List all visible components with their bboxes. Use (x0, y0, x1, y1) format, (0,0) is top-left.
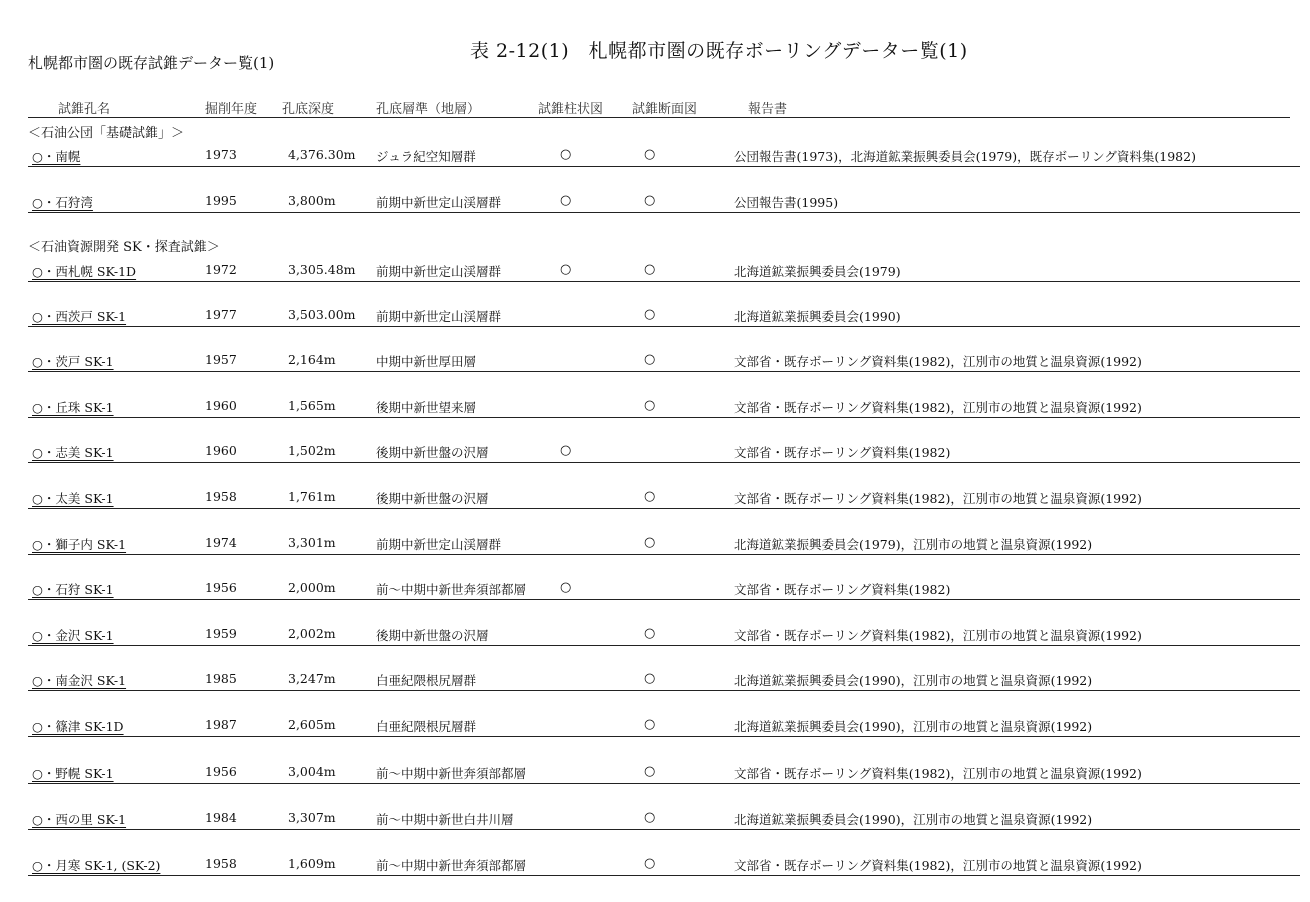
cell-column: ○ (560, 147, 572, 162)
cell-year: 1960 (205, 398, 237, 413)
cell-strata: 白亜紀隈根尻層群 (376, 673, 477, 688)
cell-strata: 前～中期中新世奔須部都層 (376, 858, 527, 873)
cell-name: ○・月寒 SK-1, (SK-2) (32, 858, 161, 873)
cell-depth: 3,503.00m (288, 307, 356, 322)
table-row (0, 856, 1310, 878)
cell-year: 1974 (205, 535, 237, 550)
header-section: 試錐断面図 (632, 102, 698, 117)
cell-name: ○・西の里 SK-1 (32, 812, 127, 827)
cell-report: 文部省・既存ボーリング資料集(1982)，江別市の地質と温泉資源(1992) (734, 400, 1142, 415)
cell-strata: 前期中新世定山渓層群 (376, 309, 502, 324)
cell-strata: 中期中新世厚田層 (376, 354, 477, 369)
table-row (0, 443, 1310, 465)
cell-report: 文部省・既存ボーリング資料集(1982)，江別市の地質と温泉資源(1992) (734, 354, 1142, 369)
cell-strata: 後期中新世盤の沢層 (376, 445, 489, 460)
cell-name: ○・石狩 SK-1 (32, 582, 114, 597)
table-row (0, 717, 1310, 739)
cell-year: 1959 (205, 626, 237, 641)
table-row (0, 398, 1310, 420)
table-row (0, 262, 1310, 284)
cell-strata: 後期中新世盤の沢層 (376, 491, 489, 506)
header-column: 試錐柱状図 (538, 102, 604, 117)
cell-depth: 1,609m (288, 856, 336, 871)
cell-depth: 1,565m (288, 398, 336, 413)
cell-depth: 3,004m (288, 764, 336, 779)
cell-section: ○ (644, 262, 656, 277)
cell-section: ○ (644, 352, 656, 367)
cell-name: ○・志美 SK-1 (32, 445, 114, 460)
cell-column: ○ (560, 262, 572, 277)
cell-section: ○ (644, 307, 656, 322)
cell-section: ○ (644, 856, 656, 871)
cell-year: 1977 (205, 307, 237, 322)
cell-year: 1987 (205, 717, 237, 732)
cell-strata: 前～中期中新世奔須部都層 (376, 582, 527, 597)
cell-section: ○ (644, 489, 656, 504)
cell-report: 北海道鉱業振興委員会(1990)，江別市の地質と温泉資源(1992) (734, 812, 1093, 827)
cell-section: ○ (644, 535, 656, 550)
cell-name: ○・南幌 (32, 149, 81, 164)
cell-section: ○ (644, 810, 656, 825)
cell-year: 1957 (205, 352, 237, 367)
row-rule (28, 281, 1300, 282)
cell-section: ○ (644, 193, 656, 208)
table-header (0, 98, 1310, 118)
cell-section: ○ (644, 398, 656, 413)
cell-strata: 前～中期中新世白井川層 (376, 812, 514, 827)
cell-section: ○ (644, 147, 656, 162)
cell-report: 文部省・既存ボーリング資料集(1982)，江別市の地質と温泉資源(1992) (734, 491, 1142, 506)
table-row (0, 535, 1310, 557)
cell-report: 文部省・既存ボーリング資料集(1982) (734, 445, 951, 460)
row-rule (28, 417, 1300, 418)
cell-report: 公団報告書(1973)，北海道鉱業振興委員会(1979)，既存ボーリング資料集(1982) (734, 149, 1196, 164)
row-rule (28, 371, 1300, 372)
row-rule (28, 212, 1300, 213)
cell-report: 北海道鉱業振興委員会(1990)，江別市の地質と温泉資源(1992) (734, 673, 1093, 688)
row-rule (28, 326, 1300, 327)
cell-strata: ジュラ紀空知層群 (376, 149, 476, 164)
cell-name: ○・太美 SK-1 (32, 491, 114, 506)
cell-name: ○・獅子内 SK-1 (32, 537, 127, 552)
cell-strata: 前～中期中新世奔須部都層 (376, 766, 527, 781)
cell-strata: 前期中新世定山渓層群 (376, 537, 502, 552)
group-label: ＜石油資源開発 SK・探査試錐＞ (28, 240, 220, 255)
cell-name: ○・茨戸 SK-1 (32, 354, 114, 369)
cell-year: 1973 (205, 147, 237, 162)
table-row (0, 810, 1310, 832)
cell-strata: 後期中新世盤の沢層 (376, 628, 489, 643)
cell-year: 1960 (205, 443, 237, 458)
row-rule (28, 508, 1300, 509)
row-rule (28, 736, 1300, 737)
page-subtitle: 札幌都市圏の既存試錐データー覧(1) (28, 54, 275, 72)
header-depth: 孔底深度 (282, 102, 335, 117)
table-row (0, 489, 1310, 511)
table-row (0, 764, 1310, 786)
cell-name: ○・西札幌 SK-1D (32, 264, 137, 279)
cell-name: ○・篠津 SK-1D (32, 719, 124, 734)
table-row (0, 626, 1310, 648)
table-row (0, 671, 1310, 693)
row-rule (28, 462, 1300, 463)
cell-depth: 3,301m (288, 535, 336, 550)
header-year: 掘削年度 (205, 102, 258, 117)
cell-name: ○・野幌 SK-1 (32, 766, 114, 781)
cell-section: ○ (644, 626, 656, 641)
cell-year: 1958 (205, 856, 237, 871)
cell-column: ○ (560, 443, 572, 458)
cell-year: 1972 (205, 262, 237, 277)
cell-depth: 2,000m (288, 580, 336, 595)
cell-depth: 2,164m (288, 352, 336, 367)
row-rule (28, 783, 1300, 784)
page-title: 表 2-12(1) 札幌都市圏の既存ボーリングデーター覧(1) (470, 40, 968, 62)
cell-year: 1985 (205, 671, 237, 686)
row-rule (28, 599, 1300, 600)
cell-year: 1956 (205, 764, 237, 779)
cell-depth: 3,247m (288, 671, 336, 686)
cell-name: ○・金沢 SK-1 (32, 628, 114, 643)
cell-strata: 前期中新世定山渓層群 (376, 264, 502, 279)
table-row (0, 147, 1310, 169)
row-rule (28, 645, 1300, 646)
cell-section: ○ (644, 671, 656, 686)
header-name: 試錐孔名 (58, 102, 111, 117)
cell-strata: 白亜紀隈根尻層群 (376, 719, 477, 734)
cell-year: 1956 (205, 580, 237, 595)
row-rule (28, 554, 1300, 555)
cell-name: ○・西茨戸 SK-1 (32, 309, 127, 324)
row-rule (28, 166, 1300, 167)
cell-report: 公団報告書(1995) (734, 195, 839, 210)
header-report: 報告書 (748, 102, 788, 117)
cell-depth: 2,605m (288, 717, 336, 732)
cell-year: 1984 (205, 810, 237, 825)
cell-name: ○・南金沢 SK-1 (32, 673, 127, 688)
cell-depth: 2,002m (288, 626, 336, 641)
cell-depth: 1,502m (288, 443, 336, 458)
cell-depth: 3,800m (288, 193, 336, 208)
cell-name: ○・石狩湾 (32, 195, 93, 210)
cell-strata: 前期中新世定山渓層群 (376, 195, 502, 210)
cell-report: 文部省・既存ボーリング資料集(1982)，江別市の地質と温泉資源(1992) (734, 858, 1142, 873)
header-rule (28, 117, 1290, 118)
cell-depth: 1,761m (288, 489, 336, 504)
row-rule (28, 875, 1300, 876)
group-label: ＜石油公団「基礎試錐」＞ (28, 126, 185, 141)
cell-report: 文部省・既存ボーリング資料集(1982)，江別市の地質と温泉資源(1992) (734, 628, 1142, 643)
cell-depth: 3,305.48m (288, 262, 356, 277)
cell-report: 北海道鉱業振興委員会(1979) (734, 264, 901, 279)
table-row (0, 352, 1310, 374)
table-row (0, 307, 1310, 329)
cell-column: ○ (560, 580, 572, 595)
row-rule (28, 690, 1300, 691)
cell-section: ○ (644, 717, 656, 732)
cell-year: 1995 (205, 193, 237, 208)
cell-report: 文部省・既存ボーリング資料集(1982) (734, 582, 951, 597)
header-strata: 孔底層準（地層） (376, 102, 481, 117)
cell-depth: 3,307m (288, 810, 336, 825)
cell-section: ○ (644, 764, 656, 779)
cell-column: ○ (560, 193, 572, 208)
cell-strata: 後期中新世望来層 (376, 400, 477, 415)
cell-report: 北海道鉱業振興委員会(1990)，江別市の地質と温泉資源(1992) (734, 719, 1093, 734)
cell-report: 北海道鉱業振興委員会(1990) (734, 309, 901, 324)
table-row (0, 193, 1310, 215)
table-row (0, 580, 1310, 602)
cell-name: ○・丘珠 SK-1 (32, 400, 114, 415)
row-rule (28, 829, 1300, 830)
cell-year: 1958 (205, 489, 237, 504)
cell-report: 北海道鉱業振興委員会(1979)，江別市の地質と温泉資源(1992) (734, 537, 1093, 552)
cell-depth: 4,376.30m (288, 147, 356, 162)
cell-report: 文部省・既存ボーリング資料集(1982)，江別市の地質と温泉資源(1992) (734, 766, 1142, 781)
